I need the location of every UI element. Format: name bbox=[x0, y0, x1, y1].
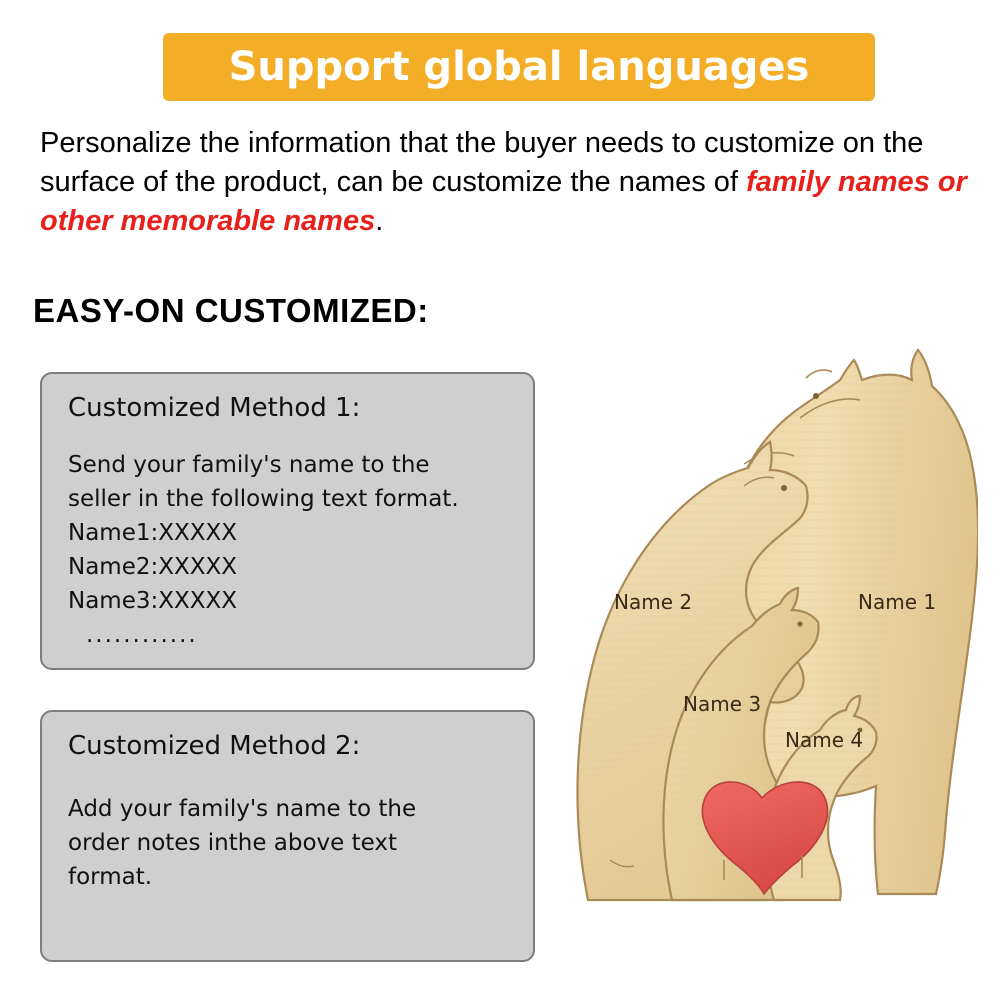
banner bbox=[163, 33, 875, 101]
card-line: seller in the following text format. bbox=[68, 486, 459, 512]
card-line: Name2:XXXXX bbox=[68, 554, 238, 580]
product-name-label-1: Name 1 bbox=[858, 590, 937, 614]
card-line: Name3:XXXXX bbox=[68, 588, 238, 614]
product-name-label-3: Name 3 bbox=[683, 692, 762, 716]
customized-method-1-card bbox=[40, 372, 535, 670]
card-trailing-dots: ............ bbox=[86, 622, 198, 648]
card-title: Customized Method 2: bbox=[68, 731, 361, 761]
card-line: Send your family's name to the bbox=[68, 452, 430, 478]
customized-method-2-card bbox=[40, 710, 535, 962]
intro-text-part2: . bbox=[375, 205, 384, 237]
card-body bbox=[68, 792, 511, 894]
intro-text-part1: Personalize the information that the buyer needs to customize on the surface of the product, can be customize the names of bbox=[40, 127, 924, 198]
product-name-label-4: Name 4 bbox=[785, 728, 864, 752]
card-line: order notes inthe above text bbox=[68, 830, 398, 856]
card-line: Name1:XXXXX bbox=[68, 520, 238, 546]
product-name-label-2: Name 2 bbox=[614, 590, 693, 614]
card-title: Customized Method 1: bbox=[68, 393, 361, 423]
intro-paragraph bbox=[40, 124, 970, 241]
banner-title: Support global languages bbox=[228, 44, 810, 90]
card-line: format. bbox=[68, 864, 153, 890]
intro-highlight: family names or other memorable names bbox=[40, 166, 967, 237]
page-title: EASY-ON CUSTOMIZED: bbox=[33, 292, 429, 329]
card-body bbox=[68, 448, 511, 652]
card-line: Add your family's name to the bbox=[68, 796, 417, 822]
